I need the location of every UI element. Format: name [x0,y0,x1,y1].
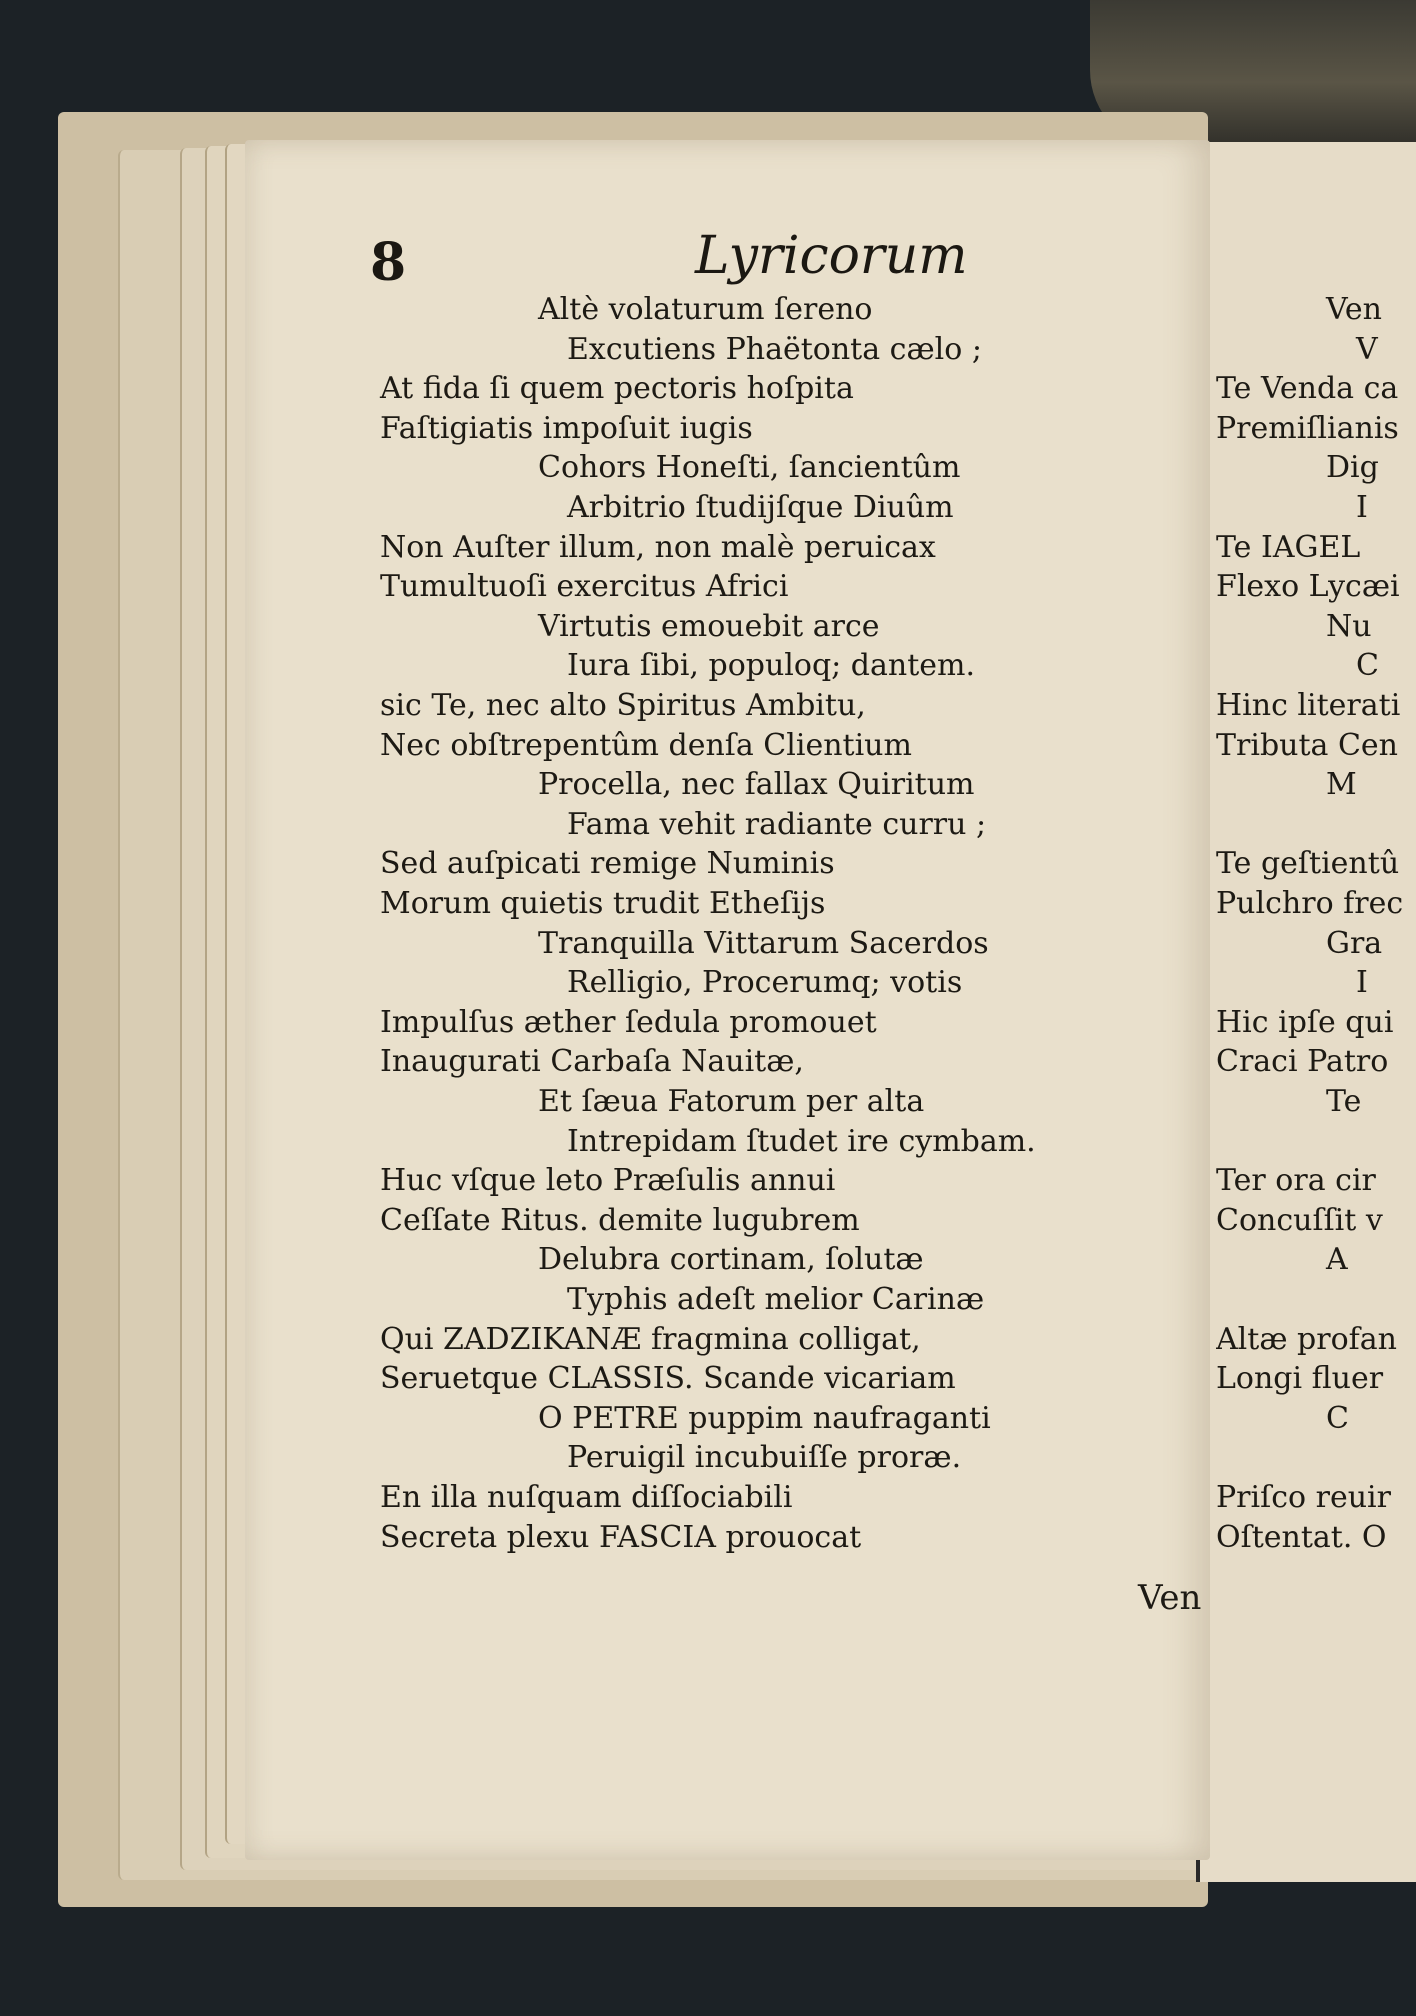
right-page-line: Dig [1326,450,1379,486]
verse-line: Relligio, Procerumq; votis [567,965,963,1001]
right-page-line: I [1356,965,1368,1001]
right-page-line: Ven [1326,292,1382,327]
right-page-line: Te Venda ca [1216,371,1399,407]
verse-line: Procella, nec fallax Quiritum [538,767,975,803]
verse-line: Sed auſpicati remige Numinis [380,846,835,882]
verse-line: Impulſus æther ſedula promouet [380,1004,877,1040]
right-page-line: Tributa Cen [1216,727,1398,763]
right-page-line: Altæ profan [1216,1321,1397,1357]
right-page-line: C [1326,1400,1349,1436]
verse-line: Qui ZADZIKANÆ fragmina colligat, [380,1321,921,1357]
right-page-line: A [1326,1242,1348,1278]
right-page-line: Nu [1326,608,1372,644]
verse-line: Tumultuoſi exercitus Africi [380,569,789,605]
verse-line: Altè volaturum ſereno [538,292,873,327]
verse-line: Inaugurati Carbaſa Nauitæ, [380,1044,804,1080]
verse-line: Secreta plexu FASCIA prouocat [380,1519,862,1555]
verse-line: Typhis adeſt melior Carinæ [567,1282,985,1317]
right-page-line: I [1356,490,1368,525]
right-page-line: Flexo Lycæi [1216,569,1400,605]
verse-line: Virtutis emouebit arce [538,608,880,644]
verse-line: Nec obſtrepentûm denſa Clientium [380,727,912,763]
verse-block [380,290,1080,1590]
verse-line: Iura ſibi, populoq; dantem. [567,648,976,684]
verse-line: Intrepidam ſtudet ire cymbam. [567,1123,1036,1159]
right-page-line: Longi fluer [1216,1361,1384,1397]
right-page-line: Oſtentat. O [1216,1519,1387,1555]
verse-line: En illa nuſquam diſſociabili [380,1480,793,1515]
verse-line: Morum quietis trudit Etheſijs [380,886,826,921]
verse-line: O PETRE puppim naufraganti [538,1400,991,1436]
verse-line: Fama vehit radiante curru ; [567,806,987,842]
right-page-line: Te [1326,1084,1362,1119]
right-page-line: C [1356,648,1379,684]
right-page-line: Ter ora cir [1216,1163,1376,1199]
right-page-line: Concuſſit v [1216,1202,1383,1238]
right-page-line: Gra [1326,925,1383,961]
right-page-line: V [1356,331,1378,367]
verse-line: Arbitrio ſtudijſque Diuûm [567,490,954,525]
right-page-line: Te IAGEL [1216,529,1361,565]
right-page-line: Hic ipſe qui [1216,1004,1394,1040]
verse-line: Peruigil incubuiſſe proræ. [567,1440,962,1476]
verse-line: At fida ſi quem pectoris hoſpita [380,371,854,407]
verse-line: Et ſæua Fatorum per alta [538,1084,925,1119]
right-page-line: Priſco reuir [1216,1480,1391,1515]
right-page-text [1216,290,1416,1690]
right-page-line: M [1326,767,1357,803]
verse-line: Seruetque CLASSIS. Scande vicariam [380,1361,956,1397]
verse-line: Huc vſque leto Præſulis annui [380,1163,836,1199]
right-page-line: Pulchro frec [1216,886,1404,921]
verse-line: Cohors Honeſti, ſancientûm [538,450,961,486]
right-page-line: Hinc literati [1216,688,1401,723]
right-page-line: Te geſtientû [1216,846,1400,882]
running-head: Lyricorum [695,226,968,286]
verse-line: Ceſſate Ritus. demite lugubrem [380,1202,860,1238]
right-page-line: Craci Patro [1216,1044,1389,1080]
verse-line: sic Te, nec alto Spiritus Ambitu, [380,688,866,723]
verse-line: Faſtigiatis impoſuit iugis [380,410,753,446]
verse-line: Delubra cortinam, ſolutæ [538,1242,924,1278]
verse-line: Tranquilla Vittarum Sacerdos [538,925,989,961]
verse-line: Non Auſter illum, non malè peruicax [380,529,936,565]
catchword: Ven [1138,1578,1202,1618]
verse-line: Excutiens Phaëtonta cælo ; [567,331,982,367]
right-page-line: Premiſlianis [1216,410,1399,446]
page-number: 8 [370,232,407,293]
